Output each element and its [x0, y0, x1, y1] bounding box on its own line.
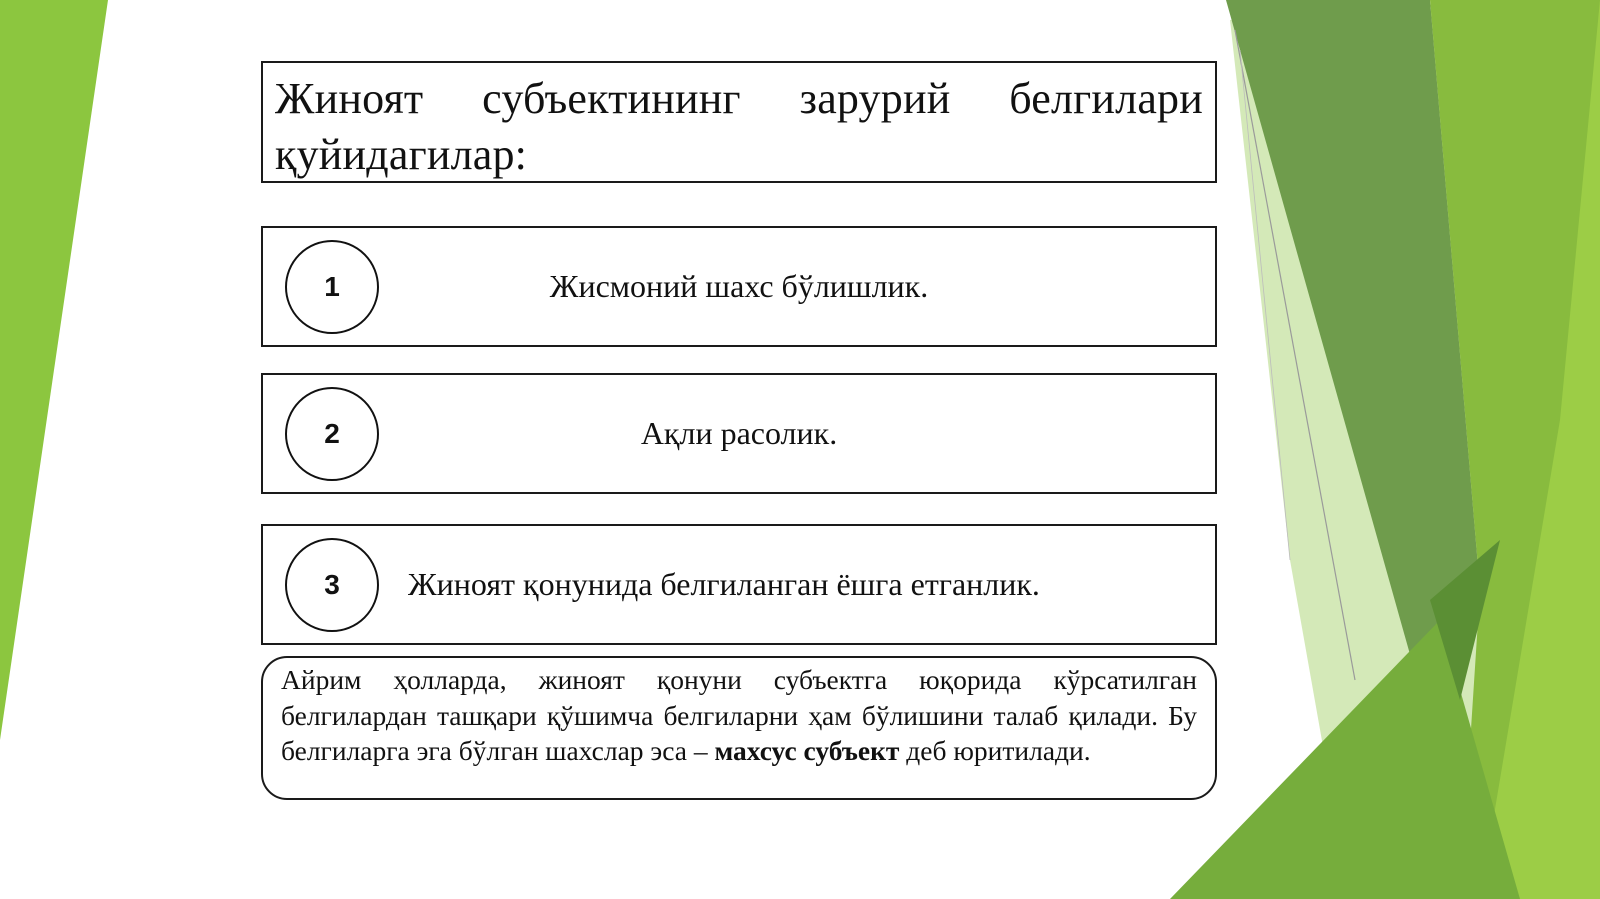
note-text-before: Айрим ҳолларда, жиноят қонуни субъектга юқорида кўрсатилган белгилардан ташқари қўшимча белгиларни ҳам бўлишини талаб қилади. Бу белгиларга эга бўлган шахслар эса –: [281, 664, 1197, 766]
number-badge: [285, 538, 379, 632]
title-box: [261, 61, 1217, 183]
number-label: 3: [324, 569, 340, 600]
item-text: Жисмоний шахс бўлишлик.: [549, 268, 929, 304]
list-item: [261, 373, 1217, 494]
item-text: Ақли расолик.: [640, 415, 838, 451]
number-label: 2: [324, 418, 340, 449]
list-item: [261, 226, 1217, 347]
slide-title: Жиноят субъектининг зарурий белгилари қуйидагилар:: [275, 74, 1203, 179]
item-text: Жиноят қонунида белгиланган ёшга етганлик.: [408, 566, 1040, 602]
left-green-wedge: [0, 0, 108, 740]
note-box: [261, 656, 1217, 800]
list-item: [261, 524, 1217, 645]
number-label: 1: [324, 271, 340, 302]
note-text: [281, 662, 1197, 769]
note-text-after: деб юритилади.: [899, 735, 1091, 766]
note-bold-term: махсус субъект: [714, 735, 900, 766]
